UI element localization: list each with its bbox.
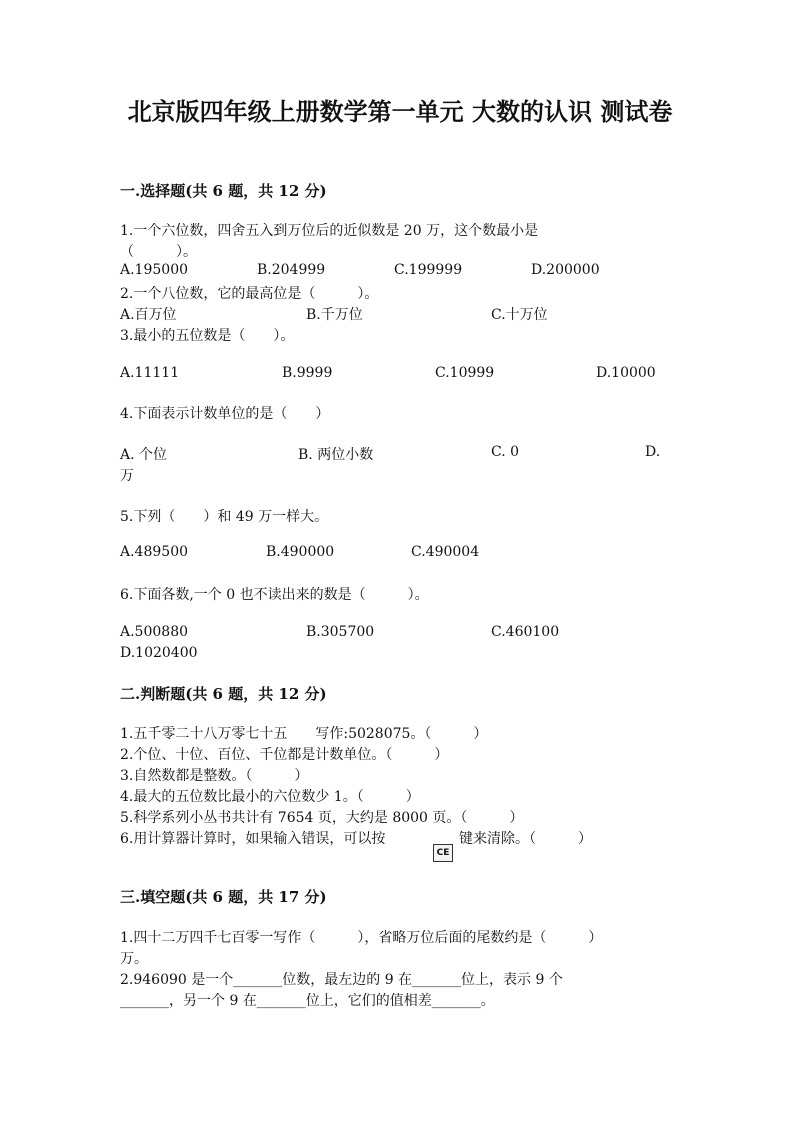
page-title: 北京版四年级上册数学第一单元 大数的认识 测试卷 xyxy=(127,97,673,126)
q2-option-b: B.千万位 xyxy=(306,307,363,323)
q3-option-a: A.11111 xyxy=(120,365,180,381)
q1-option-a: A.195000 xyxy=(120,262,189,278)
section-heading-choice: 一.选择题(共 6 题，共 12 分) xyxy=(120,182,327,200)
fill-question-2-cont: _______，另一个 9 在_______位上，它们的值相差_______。 xyxy=(120,993,495,1009)
q4-option-c: C. 0 xyxy=(491,444,520,460)
q5-option-b: B.490000 xyxy=(266,544,335,560)
choice-question-5: 5.下列（ ）和 49 万一样大。 xyxy=(120,509,329,525)
q1-option-c: C.199999 xyxy=(394,262,463,278)
q2-option-c: C.十万位 xyxy=(491,307,548,323)
judge-question-2: 2.个位、十位、百位、千位都是计数单位。（ ） xyxy=(120,747,449,763)
fill-question-2: 2.946090 是一个_______位数，最左边的 9 在_______位上，表示 9 个 xyxy=(120,972,563,988)
q4-option-d: D. xyxy=(645,444,661,460)
q4-option-a: A. 个位 xyxy=(120,447,168,463)
fill-question-1: 1.四十二万四千七百零一写作（ ），省略万位后面的尾数约是（ ） xyxy=(120,930,603,946)
section-heading-judge: 二.判断题(共 6 题，共 12 分) xyxy=(120,685,327,703)
ce-key-icon: CE xyxy=(433,844,453,862)
q6-option-d: D.1020400 xyxy=(120,645,198,661)
judge-question-4: 4.最大的五位数比最小的六位数少 1。（ ） xyxy=(120,789,420,805)
judge-question-3: 3.自然数都是整数。（ ） xyxy=(120,768,309,784)
choice-question-1: 1.一个六位数，四舍五入到万位后的近似数是 20 万，这个数最小是 xyxy=(120,223,539,239)
section-heading-fill: 三.填空题(共 6 题，共 17 分) xyxy=(120,888,327,906)
choice-question-4: 4.下面表示计数单位的是（ ） xyxy=(120,406,330,422)
q1-option-b: B.204999 xyxy=(257,262,326,278)
q6-option-a: A.500880 xyxy=(120,624,189,640)
q1-option-d: D.200000 xyxy=(531,262,600,278)
fill-question-1-cont: 万。 xyxy=(120,951,148,967)
judge-question-6-cont: 键来清除。（ ） xyxy=(459,831,592,847)
q5-option-c: C.490004 xyxy=(411,544,480,560)
choice-question-1-cont: （ ）。 xyxy=(120,244,197,260)
choice-question-2: 2.一个八位数，它的最高位是（ ）。 xyxy=(120,286,379,302)
q3-option-c: C.10999 xyxy=(435,365,495,381)
choice-question-6: 6.下面各数,一个 0 也不读出来的数是（ ）。 xyxy=(120,587,429,603)
choice-question-3: 3.最小的五位数是（ ）。 xyxy=(120,328,295,344)
judge-question-6: 6.用计算器计算时，如果输入错误，可以按 xyxy=(120,831,386,847)
q5-option-a: A.489500 xyxy=(120,544,189,560)
q4-option-b: B. 两位小数 xyxy=(298,447,374,463)
q3-option-d: D.10000 xyxy=(596,365,656,381)
judge-question-1: 1.五千零二十八万零七十五 写作:5028075。（ ） xyxy=(120,726,488,742)
q6-option-b: B.305700 xyxy=(306,624,375,640)
judge-question-5: 5.科学系列小丛书共计有 7654 页，大约是 8000 页。（ ） xyxy=(120,810,524,826)
q2-option-a: A.百万位 xyxy=(120,307,177,323)
q4-option-d-text: 万 xyxy=(120,468,134,484)
q6-option-c: C.460100 xyxy=(491,624,560,640)
q3-option-b: B.9999 xyxy=(282,365,333,381)
